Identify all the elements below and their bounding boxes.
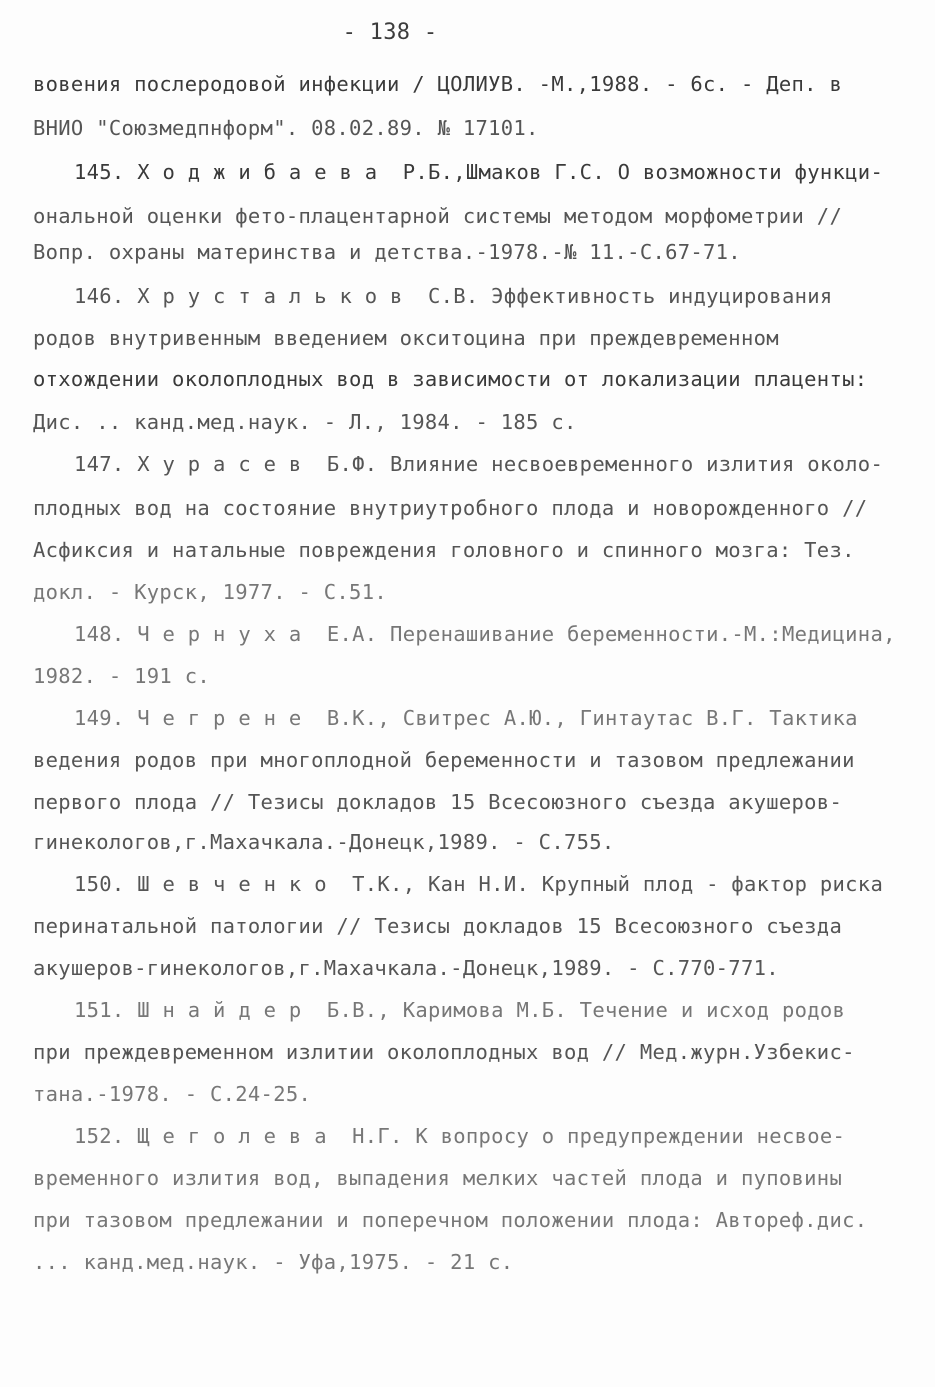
text-line-2: ВНИО "Союзмедпнформ". 08.02.89. № 17101. [33,116,539,140]
entry-151-line-1: 151. Ш н а й д е р Б.В., Каримова М.Б. Течение и исход родов [74,998,846,1022]
entry-146-line-2: родов внутривенным введением окситоцина при преждевременном [33,326,779,350]
entry-152-line-4: ... канд.мед.наук. - Уфа,1975. - 21 с. [33,1250,514,1274]
entry-149-line-3: первого плода // Тезисы докладов 15 Всесоюзного съезда акушеров- [33,790,843,814]
entry-152-line-3: при тазовом предлежании и поперечном положении плода: Автореф.дис. [33,1208,868,1232]
page-number: - 138 - [342,20,438,45]
entry-150-line-2: перинатальной патологии // Тезисы докладов 15 Всесоюзного съезда [33,914,843,938]
entry-145-line-1: 145. Х о д ж и б а е в а Р.Б.,Шмаков Г.С. О возможности функци- [74,160,884,184]
entry-152-line-1: 152. Щ е г о л е в а Н.Г. К вопросу о предупреждении несвое- [74,1124,846,1148]
entry-147-line-2: плодных вод на состояние внутриутробного плода и новорожденного // [33,496,868,520]
entry-151-line-3: тана.-1978. - С.24-25. [33,1082,312,1106]
entry-150-line-3: акушеров-гинекологов,г.Махачкала.-Донецк,1989. - С.770-771. [33,956,779,980]
entry-147-line-1: 147. Х у р а с е в Б.Ф. Влияние несвоевременного излития около- [74,452,884,476]
entry-150-line-1: 150. Ш е в ч е н к о Т.К., Кан Н.И. Крупный плод - фактор риска [74,872,884,896]
entry-148-line-1: 148. Ч е р н у х а Е.А. Перенашивание беременности.-М.:Медицина, [74,622,896,646]
entry-149-line-2: ведения родов при многоплодной беременности и тазовом предлежании [33,748,855,772]
entry-147-line-4: докл. - Курск, 1977. - С.51. [33,580,387,604]
entry-146-line-1: 146. Х р у с т а л ь к о в С.В. Эффективность индуцирования [74,284,833,308]
entry-148-line-2: 1982. - 191 с. [33,664,210,688]
entry-149-line-1: 149. Ч е г р е н е В.К., Свитрес А.Ю., Гинтаутас В.Г. Тактика [74,706,858,730]
entry-149-line-4: гинекологов,г.Махачкала.-Донецк,1989. - С.755. [33,830,615,854]
entry-151-line-2: при преждевременном излитии околоплодных вод // Мед.журн.Узбекис- [33,1040,855,1064]
entry-146-line-3: отхождении околоплодных вод в зависимости от локализации плаценты: [33,367,868,391]
entry-146-line-4: Дис. .. канд.мед.наук. - Л., 1984. - 185 с. [33,410,577,434]
entry-152-line-2: временного излития вод, выпадения мелких частей плода и пуповины [33,1166,843,1190]
entry-145-line-2: ональной оценки фето-плацентарной системы методом морфометрии // [33,204,843,228]
entry-145-line-3: Вопр. охраны материнства и детства.-1978.-№ 11.-С.67-71. [33,240,741,264]
text-line-1: вовения послеродовой инфекции / ЦОЛИУВ. -М.,1988. - 6с. - Деп. в [33,72,843,96]
entry-147-line-3: Асфиксия и натальные повреждения головного и спинного мозга: Тез. [33,538,855,562]
